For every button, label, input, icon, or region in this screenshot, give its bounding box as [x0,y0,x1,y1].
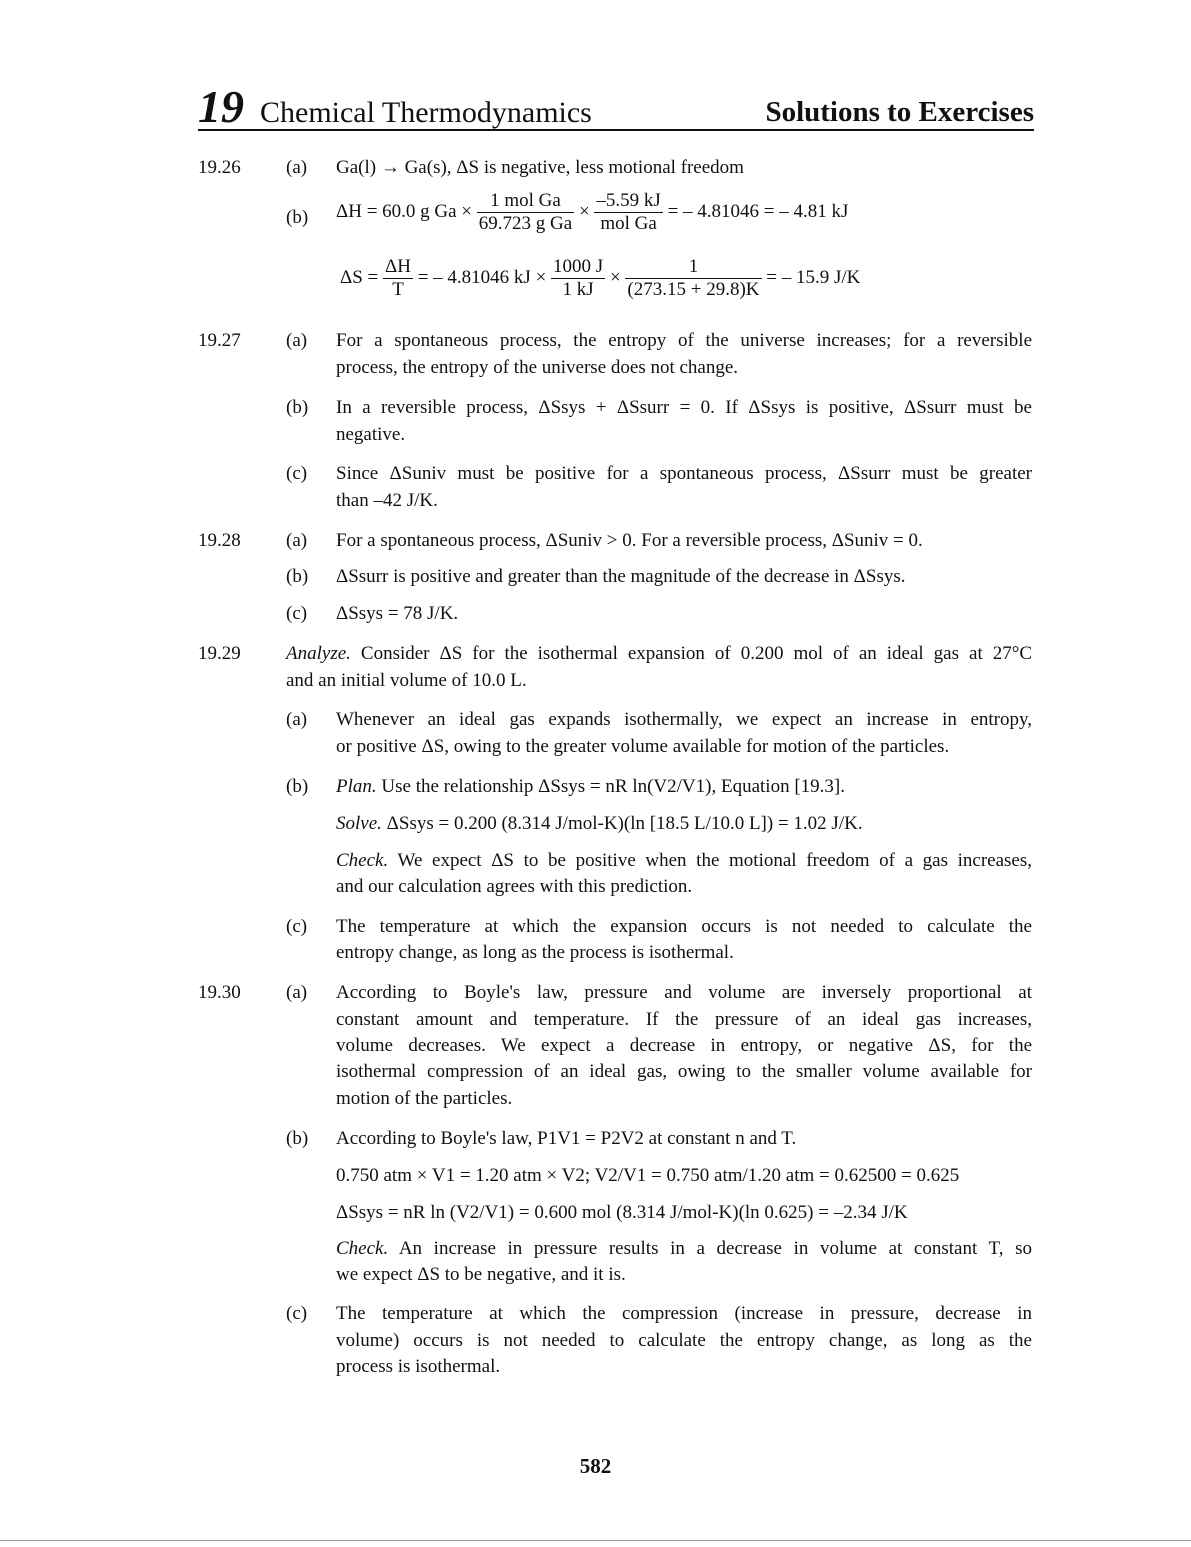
answer-text: For a spontaneous process, ΔSuniv > 0. For a reversible process, ΔSuniv = 0. [336,530,923,551]
fraction-numerator: –5.59 kJ [596,190,661,211]
eq-text: = – 15.9 J/K [766,266,861,288]
check-line [336,850,1032,872]
answer-text: ΔSsys = 78 J/K. [336,603,459,624]
plan-label: Plan. [336,776,377,797]
exercise-number: 19.29 [198,643,241,664]
analyze-label: Analyze. [286,643,351,664]
eq-text: = – 4.81046 = – 4.81 kJ [667,200,849,222]
fraction-denominator: mol Ga [594,212,662,235]
exercise-number: 19.27 [198,330,241,351]
answer-text: volume) occurs is not needed to calculate the entropy change, as long as the [336,1330,1032,1351]
fraction [594,190,662,235]
check-line [336,1238,1032,1260]
answer-text: we expect ΔS to be negative, and it is. [336,1264,626,1285]
answer-text: isothermal compression of an ideal gas, owing to the smaller volume available for [336,1061,1032,1082]
eq-text: ΔH = 60.0 g Ga × [336,200,473,222]
fraction-numerator: 1000 J [553,256,604,277]
answer-text: The temperature at which the compression (increase in pressure, decrease in [336,1303,1032,1324]
answer-text: Since ΔSuniv must be positive for a spontaneous process, ΔSsurr must be greater [336,463,1032,484]
answer-text: Use the relationship ΔSsys = nR ln(V2/V1), Equation [19.3]. [381,776,845,797]
fraction-numerator: 1 [688,256,699,277]
solve-line [336,813,863,835]
answer-text: The temperature at which the expansion occurs is not needed to calculate the [336,916,1032,937]
part-label: (c) [286,1303,308,1324]
answer-text: or positive ΔS, owing to the greater volume available for motion of the particles. [336,736,950,757]
answer-text: ΔSsys = 0.200 (8.314 J/mol-K)(ln [18.5 L/10.0 L]) = 1.02 J/K. [386,813,863,834]
answer-text: entropy change, as long as the process is isothermal. [336,942,734,963]
answer-text: volume decreases. We expect a decrease in entropy, or negative ΔS, for the [336,1035,1032,1056]
part-label: (b) [286,397,309,418]
part-label: (b) [286,776,309,797]
part-label: (a) [286,157,308,178]
exercise-number: 19.26 [198,157,241,178]
part-label: (c) [286,916,308,937]
fraction-denominator: T [383,278,413,301]
answer-text: Consider ΔS for the isothermal expansion of 0.200 mol of an ideal gas at 27°C [360,643,1032,664]
fraction-denominator: 69.723 g Ga [478,213,573,234]
fraction [625,256,761,301]
solve-label: Solve. [336,813,382,834]
answer-text: ΔSsys = nR ln (V2/V1) = 0.600 mol (8.314 J/mol-K)(ln 0.625) = –2.34 J/K [336,1202,908,1223]
equation-delta-s [340,256,860,301]
page-header [198,80,1034,130]
answer-text: and our calculation agrees with this prediction. [336,876,693,897]
fraction [551,256,605,301]
answer-text: than –42 J/K. [336,490,438,511]
part-label: (a) [286,530,308,551]
answer-text: 0.750 atm × V1 = 1.20 atm × V2; V2/V1 = 0.750 atm/1.20 atm = 0.62500 = 0.625 [336,1165,960,1186]
scan-edge-line [0,1540,1191,1541]
answer-text: ΔSsurr is positive and greater than the magnitude of the decrease in ΔSsys. [336,566,906,587]
answer-text: negative. [336,424,406,445]
part-label: (a) [286,982,308,1003]
answer-text: In a reversible process, ΔSsys + ΔSsurr = 0. If ΔSsys is positive, ΔSsurr must be [336,397,1032,418]
answer-text: motion of the particles. [336,1088,513,1109]
answer-text: and an initial volume of 10.0 L. [286,670,527,691]
part-label: (c) [286,463,308,484]
part-label: (a) [286,330,308,351]
part-label: (b) [286,1128,309,1149]
fraction-denominator: (273.15 + 29.8)K [627,279,760,300]
check-label: Check. [336,1238,389,1259]
eq-text: ΔS = [340,266,379,288]
eq-text: = – 4.81046 kJ × [417,266,547,288]
answer-text: According to Boyle's law, pressure and volume are inversely proportional at [336,982,1032,1003]
fraction [383,256,413,301]
fraction-numerator: ΔH [385,256,411,277]
header-rule [198,129,1034,131]
check-label: Check. [336,850,389,871]
exercise-number: 19.30 [198,982,241,1003]
exercise-number: 19.28 [198,530,241,551]
answer-text: We expect ΔS to be positive when the motional freedom of a gas increases, [397,850,1032,871]
answer-text: According to Boyle's law, P1V1 = P2V2 at constant n and T. [336,1128,797,1149]
fraction [477,190,574,235]
answer-text: An increase in pressure results in a decrease in volume at constant T, so [398,1238,1032,1259]
answer-text: For a spontaneous process, the entropy of the universe increases; for a reversible [336,330,1032,351]
chapter-number: 19 [198,81,244,132]
part-label: (c) [286,603,308,624]
part-label: (b) [286,566,309,587]
equation-delta-h [336,190,848,235]
answer-text: Whenever an ideal gas expands isothermally, we expect an increase in entropy, [336,709,1032,730]
analyze-line [286,643,1032,665]
eq-operator: × [609,266,621,288]
answer-text: Ga(l) → Ga(s), ΔS is negative, less motional freedom [336,157,744,178]
fraction-denominator: 1 kJ [551,278,605,301]
fraction-numerator: 1 mol Ga [490,190,561,211]
part-label: (a) [286,709,308,730]
answer-text: process, the entropy of the universe does not change. [336,357,739,378]
answer-text: constant amount and temperature. If the pressure of an ideal gas increases, [336,1009,1032,1030]
eq-operator: × [578,200,590,222]
answer-text: process is isothermal. [336,1356,501,1377]
plan-line [336,776,845,798]
chapter-title: Chemical Thermodynamics [260,96,592,129]
section-title: Solutions to Exercises [765,96,1034,128]
page-number: 582 [579,1454,612,1478]
part-label: (b) [286,207,309,228]
